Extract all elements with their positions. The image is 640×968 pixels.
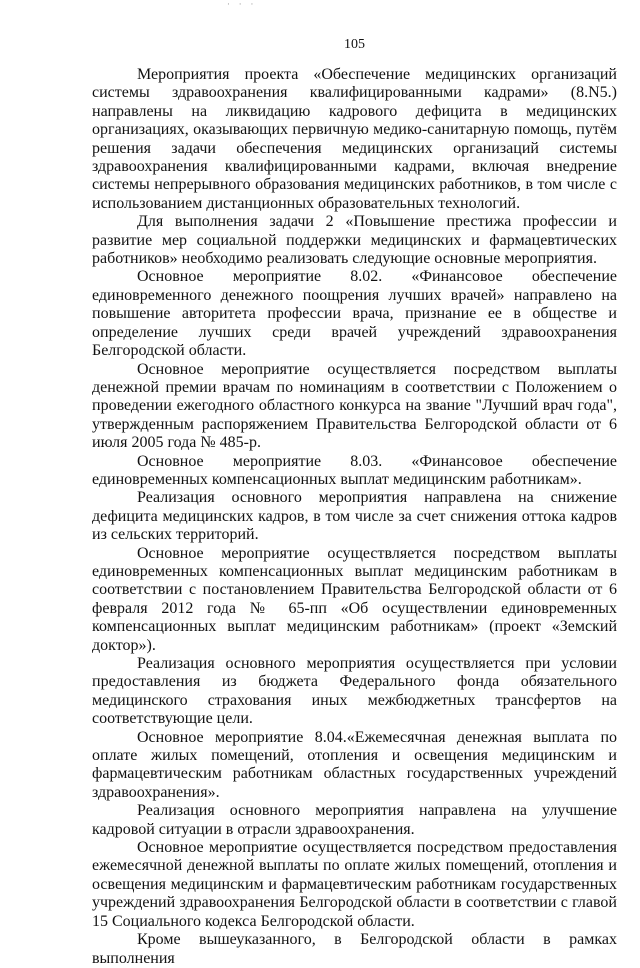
paragraph: Кроме вышеуказанного, в Белгородской области в рамках выполнения [92,931,617,967]
paragraph: Реализация основного мероприятия направлена на улучшение кадровой ситуации в отрасли здравоохранения. [92,802,617,838]
paragraph: Основное мероприятие осуществляется посредством выплаты единовременных компенсационных выплат медицинским работникам в соответствии с постановлением Правительства Белгородской области от 6 февраля 2012 года № 65-пп «Об осуществлении единовременных компенсационных выплат медицинским работникам» (проект «Земский доктор»). [92,544,617,654]
scan-artifact-marks: · · · [227,0,257,10]
paragraph: Основное мероприятие 8.04.«Ежемесячная денежная выплата по оплате жилых помещений, отопления и освещения медицинским и фармацевтическим работникам областных государственных учреждений здравоохранения». [92,728,617,801]
paragraph: Основное мероприятие 8.02. «Финансовое обеспечение единовременного денежного поощрения лучших врачей» направлено на повышение авторитета профессии врача, признание ее в обществе и определение лучших среди врачей учреждений здравоохранения Белгородской области. [92,268,617,360]
document-page [92,0,617,967]
paragraph: Реализация основного мероприятия осуществляется при условии предоставления из бюджета Федерального фонда обязательного медицинского страхования иных межбюджетных трансфертов на соответствующие цели. [92,655,617,728]
paragraph: Реализация основного мероприятия направлена на снижение дефицита медицинских кадров, в том числе за счет снижения оттока кадров из сельских территорий. [92,489,617,544]
paragraph: Основное мероприятие осуществляется посредством выплаты денежной премии врачам по номинациям в соответствии с Положением о проведении ежегодного областного конкурса на звание "Лучший врач года", утвержденным распоряжением Правительства Белгородской области от 6 июля 2005 года № 485-р. [92,360,617,452]
page-number: 105 [344,37,365,52]
paragraph: Для выполнения задачи 2 «Повышение престижа профессии и развитие мер социальной поддержки медицинских и фармацевтических работников» необходимо реализовать следующие основные мероприятия. [92,213,617,268]
paragraph: Основное мероприятие 8.03. «Финансовое обеспечение единовременных компенсационных выплат медицинским работникам». [92,452,617,488]
document-body [92,66,617,968]
paragraph: Мероприятия проекта «Обеспечение медицинских организаций системы здравоохранения квалифицированными кадрами» (8.N5.) направлены на ликвидацию кадрового дефицита в медицинских организациях, оказывающих первичную медико-санитарную помощь, путём решения задачи обеспечения медицинских организаций системы здравоохранения квалифицированными кадрами, включая внедрение системы непрерывного образования медицинских работников, в том числе с использованием дистанционных образовательных технологий. [92,66,617,212]
paragraph: Основное мероприятие осуществляется посредством предоставления ежемесячной денежной выплаты по оплате жилых помещений, отопления и освещения медицинским и фармацевтическим работникам государственных учреждений здравоохранения Белгородской области в соответствии с главой 15 Социального кодекса Белгородской области. [92,839,617,930]
